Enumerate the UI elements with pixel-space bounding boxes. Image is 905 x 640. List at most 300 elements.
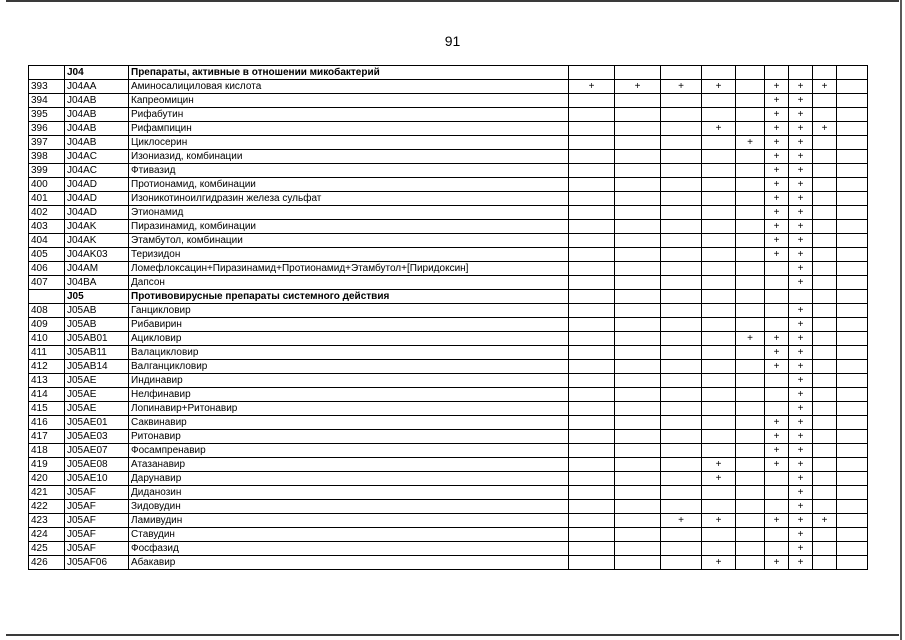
mark-cell: + (765, 458, 789, 472)
mark-cell (702, 234, 736, 248)
mark-cell: + (789, 150, 813, 164)
mark-cell (569, 108, 615, 122)
mark-cell (569, 472, 615, 486)
mark-cell (813, 150, 837, 164)
mark-cell (615, 360, 661, 374)
mark-cell: + (702, 80, 736, 94)
mark-cell: + (789, 304, 813, 318)
atc-code: J05AE (65, 402, 129, 416)
mark-cell (569, 528, 615, 542)
drug-name: Валацикловир (129, 346, 569, 360)
mark-cell (765, 318, 789, 332)
mark-cell (765, 374, 789, 388)
mark-cell (736, 444, 765, 458)
row-number: 405 (29, 248, 65, 262)
mark-cell (661, 458, 702, 472)
atc-code: J05AB (65, 304, 129, 318)
mark-cell: + (789, 346, 813, 360)
mark-cell (702, 332, 736, 346)
mark-cell (765, 304, 789, 318)
mark-cell (736, 108, 765, 122)
mark-cell (837, 192, 868, 206)
scan-border-right (900, 0, 902, 640)
mark-cell: + (765, 444, 789, 458)
mark-cell: + (789, 458, 813, 472)
drug-table-body (29, 66, 868, 570)
mark-cell (813, 458, 837, 472)
mark-cell (615, 458, 661, 472)
mark-cell (615, 192, 661, 206)
mark-cell: + (789, 388, 813, 402)
atc-code: J04AD (65, 192, 129, 206)
mark-cell (837, 262, 868, 276)
mark-cell (813, 318, 837, 332)
table-row (29, 192, 868, 206)
row-number: 404 (29, 234, 65, 248)
mark-cell: + (789, 136, 813, 150)
mark-cell (837, 388, 868, 402)
mark-cell (661, 234, 702, 248)
mark-cell (569, 332, 615, 346)
mark-cell (765, 528, 789, 542)
atc-code: J05AF (65, 486, 129, 500)
mark-cell (736, 346, 765, 360)
mark-cell (837, 150, 868, 164)
mark-cell (736, 262, 765, 276)
drug-name: Рифабутин (129, 108, 569, 122)
mark-cell (837, 430, 868, 444)
atc-code: J05AE (65, 388, 129, 402)
mark-cell (736, 192, 765, 206)
mark-cell (813, 388, 837, 402)
mark-cell (702, 108, 736, 122)
mark-cell (813, 542, 837, 556)
atc-code: J05AE03 (65, 430, 129, 444)
mark-cell (736, 388, 765, 402)
mark-cell (736, 220, 765, 234)
mark-cell (661, 388, 702, 402)
mark-cell: + (789, 374, 813, 388)
mark-cell (837, 528, 868, 542)
atc-code: J05AE10 (65, 472, 129, 486)
mark-cell (736, 80, 765, 94)
mark-cell (661, 360, 702, 374)
drug-name: Нелфинавир (129, 388, 569, 402)
mark-cell (569, 192, 615, 206)
mark-cell (837, 234, 868, 248)
mark-cell (813, 192, 837, 206)
mark-cell (569, 458, 615, 472)
mark-cell (702, 220, 736, 234)
mark-cell (813, 402, 837, 416)
page-number: 91 (444, 33, 461, 49)
mark-cell (615, 178, 661, 192)
mark-cell (661, 122, 702, 136)
table-row (29, 94, 868, 108)
mark-cell: + (765, 150, 789, 164)
mark-cell: + (813, 514, 837, 528)
mark-cell (813, 430, 837, 444)
row-number: 411 (29, 346, 65, 360)
mark-cell (765, 66, 789, 80)
drug-name: Ламивудин (129, 514, 569, 528)
table-row (29, 430, 868, 444)
mark-cell (813, 66, 837, 80)
mark-cell (661, 444, 702, 458)
mark-cell (702, 416, 736, 430)
mark-cell (837, 178, 868, 192)
atc-code: J04AK03 (65, 248, 129, 262)
mark-cell (702, 66, 736, 80)
mark-cell (736, 486, 765, 500)
table-row (29, 416, 868, 430)
drug-name: Зидовудин (129, 500, 569, 514)
mark-cell: + (813, 122, 837, 136)
mark-cell (765, 472, 789, 486)
table-row (29, 472, 868, 486)
atc-code: J04AD (65, 206, 129, 220)
drug-name: Валганцикловир (129, 360, 569, 374)
mark-cell (789, 290, 813, 304)
mark-cell (837, 346, 868, 360)
mark-cell (702, 276, 736, 290)
atc-code: J05AF (65, 500, 129, 514)
mark-cell (837, 486, 868, 500)
mark-cell (569, 346, 615, 360)
drug-name: Абакавир (129, 556, 569, 570)
mark-cell (661, 472, 702, 486)
drug-name: Диданозин (129, 486, 569, 500)
drug-name: Лопинавир+Ритонавир (129, 402, 569, 416)
mark-cell (615, 486, 661, 500)
mark-cell: + (569, 80, 615, 94)
mark-cell (837, 276, 868, 290)
mark-cell (702, 290, 736, 304)
mark-cell (837, 514, 868, 528)
mark-cell (813, 136, 837, 150)
scan-border-top (6, 0, 899, 2)
table-row (29, 556, 868, 570)
atc-code: J04AC (65, 150, 129, 164)
drug-name: Капреомицин (129, 94, 569, 108)
mark-cell (736, 318, 765, 332)
mark-cell (813, 276, 837, 290)
mark-cell: + (789, 402, 813, 416)
mark-cell (569, 430, 615, 444)
atc-code: J05AF (65, 542, 129, 556)
mark-cell (736, 234, 765, 248)
mark-cell: + (789, 500, 813, 514)
mark-cell (813, 108, 837, 122)
mark-cell (661, 94, 702, 108)
mark-cell (736, 276, 765, 290)
drug-name: Ритонавир (129, 430, 569, 444)
mark-cell (736, 500, 765, 514)
mark-cell: + (765, 206, 789, 220)
mark-cell (736, 178, 765, 192)
drug-name: Дапсон (129, 276, 569, 290)
mark-cell (837, 80, 868, 94)
mark-cell: + (765, 346, 789, 360)
mark-cell: + (789, 192, 813, 206)
mark-cell (702, 346, 736, 360)
drug-name: Этамбутол, комбинации (129, 234, 569, 248)
mark-cell (569, 178, 615, 192)
row-number (29, 66, 65, 80)
mark-cell (702, 444, 736, 458)
mark-cell (661, 374, 702, 388)
mark-cell (837, 374, 868, 388)
mark-cell (702, 318, 736, 332)
row-number: 414 (29, 388, 65, 402)
mark-cell: + (789, 206, 813, 220)
mark-cell (765, 262, 789, 276)
row-number: 419 (29, 458, 65, 472)
group-header-row (29, 290, 868, 304)
mark-cell (702, 94, 736, 108)
mark-cell (569, 248, 615, 262)
mark-cell (813, 332, 837, 346)
atc-code: J04AK (65, 220, 129, 234)
row-number: 393 (29, 80, 65, 94)
mark-cell (661, 430, 702, 444)
atc-code: J04AB (65, 94, 129, 108)
mark-cell (615, 108, 661, 122)
mark-cell: + (765, 164, 789, 178)
drug-name: Аминосалициловая кислота (129, 80, 569, 94)
atc-code: J04AB (65, 108, 129, 122)
mark-cell (736, 374, 765, 388)
mark-cell: + (765, 248, 789, 262)
mark-cell (569, 276, 615, 290)
mark-cell (813, 360, 837, 374)
mark-cell (837, 416, 868, 430)
table-row (29, 374, 868, 388)
mark-cell (615, 416, 661, 430)
mark-cell (615, 248, 661, 262)
mark-cell (615, 556, 661, 570)
mark-cell (702, 430, 736, 444)
table-row (29, 150, 868, 164)
mark-cell (736, 94, 765, 108)
mark-cell (837, 136, 868, 150)
drug-name: Ганцикловир (129, 304, 569, 318)
row-number: 420 (29, 472, 65, 486)
mark-cell (615, 94, 661, 108)
mark-cell (765, 388, 789, 402)
mark-cell (837, 290, 868, 304)
mark-cell (569, 514, 615, 528)
mark-cell (837, 360, 868, 374)
mark-cell (813, 164, 837, 178)
mark-cell (813, 206, 837, 220)
mark-cell: + (789, 108, 813, 122)
mark-cell (661, 528, 702, 542)
mark-cell: + (789, 472, 813, 486)
mark-cell (702, 164, 736, 178)
mark-cell: + (765, 178, 789, 192)
mark-cell (661, 290, 702, 304)
mark-cell: + (765, 430, 789, 444)
row-number: 395 (29, 108, 65, 122)
mark-cell (702, 262, 736, 276)
mark-cell: + (765, 332, 789, 346)
mark-cell: + (789, 332, 813, 346)
drug-name: Пиразинамид, комбинации (129, 220, 569, 234)
mark-cell (661, 556, 702, 570)
mark-cell (661, 500, 702, 514)
mark-cell: + (702, 122, 736, 136)
mark-cell (736, 458, 765, 472)
mark-cell (736, 206, 765, 220)
atc-code: J05AF (65, 528, 129, 542)
row-number: 396 (29, 122, 65, 136)
row-number: 418 (29, 444, 65, 458)
row-number: 416 (29, 416, 65, 430)
mark-cell: + (789, 486, 813, 500)
mark-cell (569, 136, 615, 150)
mark-cell (569, 416, 615, 430)
drug-name: Ацикловир (129, 332, 569, 346)
mark-cell: + (789, 276, 813, 290)
table-row (29, 276, 868, 290)
mark-cell (837, 164, 868, 178)
mark-cell: + (765, 192, 789, 206)
table-row (29, 388, 868, 402)
mark-cell: + (765, 122, 789, 136)
mark-cell (813, 290, 837, 304)
mark-cell (837, 206, 868, 220)
mark-cell: + (702, 458, 736, 472)
mark-cell (569, 262, 615, 276)
mark-cell (789, 66, 813, 80)
mark-cell (736, 248, 765, 262)
drug-name: Противовирусные препараты системного действия (129, 290, 569, 304)
mark-cell (702, 374, 736, 388)
mark-cell (837, 332, 868, 346)
mark-cell: + (661, 514, 702, 528)
mark-cell (736, 528, 765, 542)
mark-cell (615, 150, 661, 164)
mark-cell (569, 374, 615, 388)
row-number (29, 290, 65, 304)
row-number: 424 (29, 528, 65, 542)
mark-cell (661, 318, 702, 332)
row-number: 413 (29, 374, 65, 388)
drug-name: Фтивазид (129, 164, 569, 178)
row-number: 421 (29, 486, 65, 500)
drug-name: Изониазид, комбинации (129, 150, 569, 164)
mark-cell (813, 374, 837, 388)
row-number: 394 (29, 94, 65, 108)
mark-cell (615, 220, 661, 234)
mark-cell (736, 542, 765, 556)
row-number: 398 (29, 150, 65, 164)
mark-cell (569, 234, 615, 248)
mark-cell (569, 94, 615, 108)
table-row (29, 318, 868, 332)
mark-cell (837, 108, 868, 122)
mark-cell: + (702, 556, 736, 570)
drug-name: Индинавир (129, 374, 569, 388)
atc-code: J05 (65, 290, 129, 304)
mark-cell: + (702, 472, 736, 486)
mark-cell (837, 248, 868, 262)
mark-cell (813, 346, 837, 360)
row-number: 422 (29, 500, 65, 514)
row-number: 401 (29, 192, 65, 206)
mark-cell: + (789, 80, 813, 94)
drug-name: Рибавирин (129, 318, 569, 332)
mark-cell (702, 486, 736, 500)
atc-code: J04BA (65, 276, 129, 290)
drug-name: Протионамид, комбинации (129, 178, 569, 192)
mark-cell (837, 318, 868, 332)
drug-name: Этионамид (129, 206, 569, 220)
mark-cell (736, 290, 765, 304)
mark-cell (569, 164, 615, 178)
mark-cell (736, 556, 765, 570)
mark-cell (813, 234, 837, 248)
table-row (29, 542, 868, 556)
mark-cell: + (789, 430, 813, 444)
mark-cell: + (765, 136, 789, 150)
mark-cell: + (789, 234, 813, 248)
mark-cell (615, 122, 661, 136)
row-number: 417 (29, 430, 65, 444)
mark-cell (569, 500, 615, 514)
mark-cell (661, 262, 702, 276)
mark-cell (569, 360, 615, 374)
mark-cell (813, 556, 837, 570)
mark-cell (615, 318, 661, 332)
row-number: 406 (29, 262, 65, 276)
atc-code: J04AD (65, 178, 129, 192)
mark-cell: + (789, 248, 813, 262)
atc-code: J05AB11 (65, 346, 129, 360)
mark-cell (813, 94, 837, 108)
mark-cell (736, 430, 765, 444)
mark-cell (765, 276, 789, 290)
mark-cell (615, 514, 661, 528)
row-number: 409 (29, 318, 65, 332)
mark-cell (813, 486, 837, 500)
drug-name: Дарунавир (129, 472, 569, 486)
mark-cell (615, 304, 661, 318)
mark-cell: + (789, 122, 813, 136)
mark-cell (615, 332, 661, 346)
mark-cell (569, 388, 615, 402)
table-row (29, 248, 868, 262)
mark-cell (702, 360, 736, 374)
drug-name: Саквинавир (129, 416, 569, 430)
atc-code: J04AA (65, 80, 129, 94)
mark-cell (569, 290, 615, 304)
mark-cell (736, 150, 765, 164)
mark-cell (702, 248, 736, 262)
mark-cell (615, 66, 661, 80)
mark-cell (615, 346, 661, 360)
mark-cell (569, 150, 615, 164)
drug-name: Циклосерин (129, 136, 569, 150)
drug-name: Атазанавир (129, 458, 569, 472)
mark-cell (661, 346, 702, 360)
mark-cell (736, 416, 765, 430)
mark-cell: + (736, 332, 765, 346)
mark-cell (702, 192, 736, 206)
drug-name: Ставудин (129, 528, 569, 542)
table-row (29, 220, 868, 234)
